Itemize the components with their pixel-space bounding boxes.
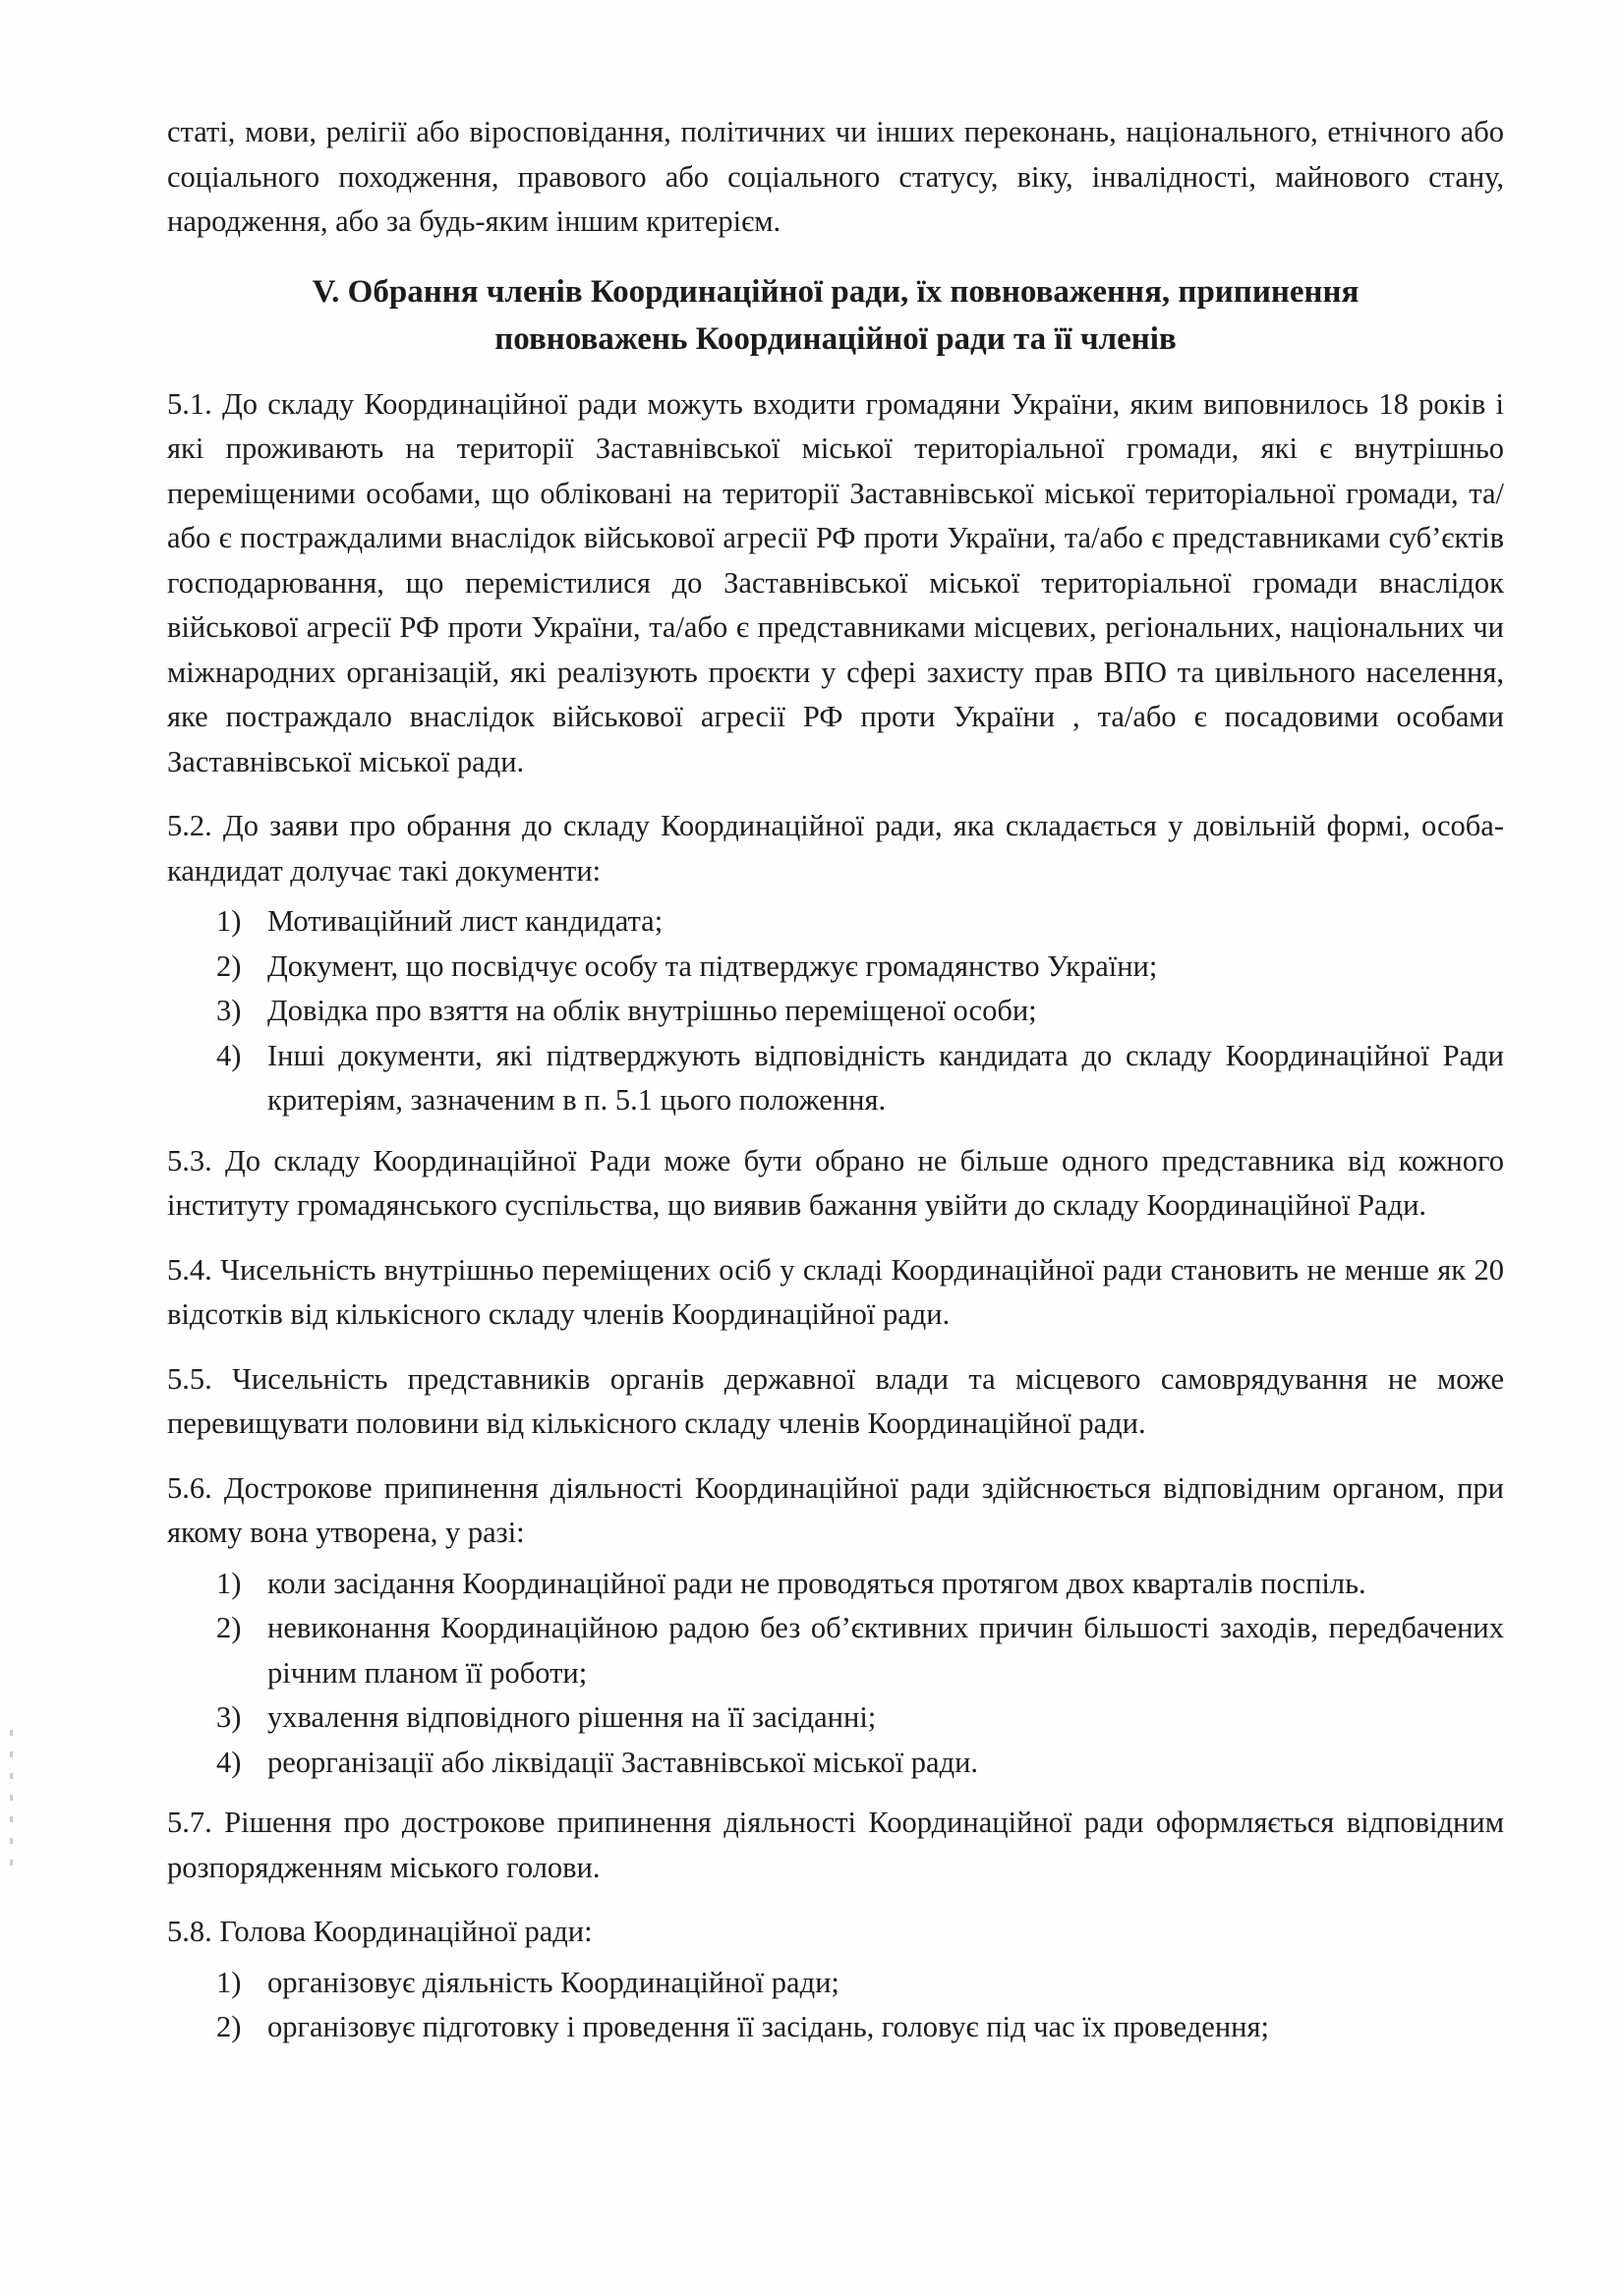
list-item-text: Документ, що посвідчує особу та підтверджує громадянство України; [267,948,1158,983]
section-heading [167,268,1504,363]
paragraph-5-3: 5.3. До складу Координаційної Ради може бути обрано не більше одного представника від кожного інституту громадянського суспільства, що виявив бажання увійти до складу Координаційної Ради. [167,1143,1504,1222]
list-item-number: 2) [216,1611,242,1644]
list-item-number: 1) [216,904,242,938]
list-item-number: 3) [216,1700,242,1734]
list-item [167,1741,1504,1786]
paragraph-5-8: 5.8. Голова Координаційної ради: [167,1915,593,1948]
list-item-number: 4) [216,1745,242,1779]
list-item-text: організовує підготовку і проведення її засідань, головує під час їх проведення; [267,2010,1269,2043]
list-item-text: Мотиваційний лист кандидата; [267,904,664,938]
list-item-number: 1) [216,1566,242,1600]
paragraph-5-2: 5.2. До заяви про обрання до складу Координаційної ради, яка складається у довільній формі, особа-кандидат долучає такі документи: [167,809,1504,888]
paragraph-5-5: 5.5. Чисельність представників органів державної влади та місцевого самоврядування не може перевищувати половини від кількісного складу членів Координаційної ради. [167,1361,1504,1440]
paragraph-5-4: 5.4. Чисельність внутрішньо переміщених осіб у складі Координаційної ради становить не менше як 20 відсотків від кількісного складу членів Координаційної ради. [167,1252,1504,1331]
list-item [167,989,1504,1034]
list-5-2 [167,899,1504,1123]
list-item-number: 3) [216,994,242,1027]
list-item [167,945,1504,990]
list-item-text: ухвалення відповідного рішення на її засіданні; [267,1700,877,1734]
list-item [167,1034,1504,1123]
list-item-number: 4) [216,1038,242,1072]
list-item-text: реорганізації або ліквідації Заставнівської міської ради. [267,1745,979,1779]
paragraph-5-1: 5.1. До складу Координаційної ради можуть входити громадяни України, яким виповнилось 18 років і які проживають на території Заставнівської міської територіальної громади, які є внутрішньо переміщеними особами, що обліковані на території Заставнівської міської територіальної громади, та/або є постраждалими внаслідок військової агресії РФ проти України, та/або є представниками суб’єктів господарювання, що перемістилися до Заставнівської міської територіальної громади внаслідок військової агресії РФ проти України, та/або є представниками місцевих, регіональних, національних чи міжнародних організацій, які реалізують проєкти у сфері захисту прав ВПО та цивільного населення, яке постраждало внаслідок військової агресії РФ проти України , та/або є посадовими особами Заставнівської міської ради. [167,386,1504,778]
list-5-6 [167,1562,1504,1786]
list-item-text: невиконання Координаційною радою без об’єктивних причин більшості заходів, передбачених річним планом її роботи; [267,1611,1504,1690]
list-item-text: організовує діяльність Координаційної ради; [267,1965,839,1999]
list-item-text: Інші документи, які підтверджують відповідність кандидата до складу Координаційної Ради критеріям, зазначеним в п. 5.1 цього положення. [267,1038,1504,1117]
intro-paragraph: статі, мови, релігії або віросповідання, політичних чи інших переконань, національного, етнічного або соціального походження, правового або соціального статусу, віку, інвалідності, майнового стану, народження, або за будь-яким іншим критерієм. [167,115,1504,238]
list-item-text: коли засідання Координаційної ради не проводяться протягом двох кварталів поспіль. [267,1566,1366,1600]
list-item [167,2005,1504,2050]
list-item [167,1606,1504,1695]
list-5-8 [167,1961,1504,2050]
list-item [167,899,1504,945]
section-heading-line2: повноважень Координаційної ради та її членів [494,320,1177,357]
list-item [167,1562,1504,1607]
list-item-number: 2) [216,2010,242,2043]
document-body [167,110,1504,2066]
list-item-text: Довідка про взяття на облік внутрішньо переміщеної особи; [267,994,1037,1027]
scan-artifact [10,1730,13,1877]
list-item [167,1695,1504,1741]
list-item-number: 2) [216,948,242,983]
section-heading-line1: V. Обрання членів Координаційної ради, їх повноваження, припинення [312,273,1360,310]
list-item-number: 1) [216,1965,242,1999]
list-item [167,1961,1504,2006]
paragraph-5-6: 5.6. Дострокове припинення діяльності Координаційної ради здійснюється відповідним органом, при якому вона утворена, у разі: [167,1470,1504,1549]
paragraph-5-7: 5.7. Рішення про дострокове припинення діяльності Координаційної ради оформляється відповідним розпорядженням міського голови. [167,1806,1504,1884]
